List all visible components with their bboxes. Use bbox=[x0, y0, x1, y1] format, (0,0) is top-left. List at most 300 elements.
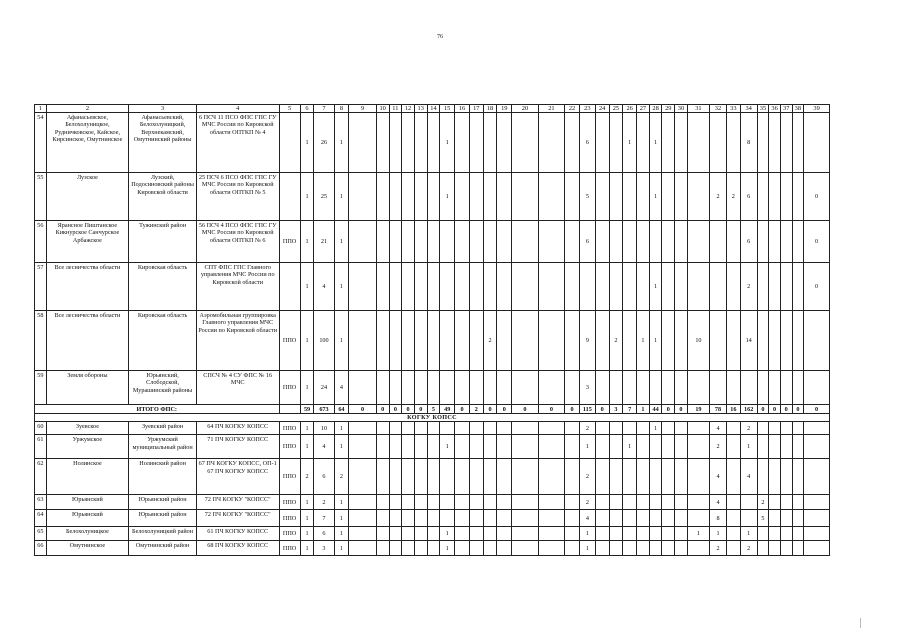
cell-col-27 bbox=[637, 173, 650, 221]
cell-col-15: 1 bbox=[440, 435, 455, 459]
cell-col-6: 1 bbox=[300, 495, 314, 510]
cell-col-4: 68 ПЧ КОГКУ КОПСС bbox=[196, 541, 279, 556]
cell-col-37 bbox=[780, 221, 792, 263]
cell-col-38 bbox=[792, 510, 804, 527]
cell-col-2: Земля обороны bbox=[46, 371, 129, 405]
cell-col-24 bbox=[595, 495, 609, 510]
cell-col-25 bbox=[609, 173, 623, 221]
cell-col-22 bbox=[565, 173, 580, 221]
cell-col-30 bbox=[675, 311, 688, 371]
cell-col-30 bbox=[675, 221, 688, 263]
total-col-28: 44 bbox=[649, 405, 662, 414]
cell-col-8: 1 bbox=[334, 510, 349, 527]
cell-col-18 bbox=[483, 435, 497, 459]
cell-col-18 bbox=[483, 510, 497, 527]
column-number-13: 13 bbox=[414, 105, 427, 113]
cell-col-5 bbox=[279, 113, 300, 173]
cell-col-33 bbox=[726, 422, 740, 435]
cell-col-26 bbox=[623, 422, 637, 435]
cell-col-35: 5 bbox=[757, 510, 769, 527]
cell-col-12 bbox=[402, 113, 415, 173]
cell-col-31 bbox=[687, 459, 709, 495]
cell-col-1: 66 bbox=[35, 541, 47, 556]
cell-col-25 bbox=[609, 422, 623, 435]
cell-col-24 bbox=[595, 371, 609, 405]
column-number-21: 21 bbox=[538, 105, 564, 113]
column-number-33: 33 bbox=[726, 105, 740, 113]
column-number-39: 39 bbox=[804, 105, 830, 113]
cell-col-13 bbox=[414, 371, 427, 405]
cell-col-8: 1 bbox=[334, 263, 349, 311]
cell-col-29 bbox=[662, 435, 675, 459]
cell-col-27 bbox=[637, 510, 650, 527]
cell-col-14 bbox=[427, 435, 440, 459]
cell-col-33 bbox=[726, 311, 740, 371]
cell-col-37 bbox=[780, 422, 792, 435]
cell-col-11 bbox=[389, 221, 402, 263]
cell-col-24 bbox=[595, 422, 609, 435]
cell-col-12 bbox=[402, 371, 415, 405]
cell-col-16 bbox=[455, 422, 470, 435]
cell-col-30 bbox=[675, 371, 688, 405]
cell-col-26 bbox=[623, 527, 637, 541]
cell-col-17 bbox=[469, 495, 483, 510]
cell-col-22 bbox=[565, 435, 580, 459]
cell-col-33 bbox=[726, 113, 740, 173]
cell-col-7: 100 bbox=[314, 311, 334, 371]
cell-col-14 bbox=[427, 422, 440, 435]
cell-col-31 bbox=[687, 221, 709, 263]
table-row bbox=[35, 541, 830, 556]
column-number-27: 27 bbox=[637, 105, 650, 113]
total-col-35: 0 bbox=[757, 405, 769, 414]
cell-col-15: 1 bbox=[440, 527, 455, 541]
cell-col-8: 1 bbox=[334, 173, 349, 221]
cell-col-5 bbox=[279, 263, 300, 311]
cell-col-24 bbox=[595, 527, 609, 541]
total-col-29: 0 bbox=[662, 405, 675, 414]
cell-col-21 bbox=[538, 459, 564, 495]
cell-col-20 bbox=[512, 527, 538, 541]
cell-col-17 bbox=[469, 527, 483, 541]
column-number-30: 30 bbox=[675, 105, 688, 113]
cell-col-34: 2 bbox=[740, 541, 757, 556]
cell-col-15: 1 bbox=[440, 113, 455, 173]
cell-col-5: ППО bbox=[279, 541, 300, 556]
cell-col-3: Тужинский район bbox=[129, 221, 197, 263]
total-col-7: 673 bbox=[314, 405, 334, 414]
cell-col-31 bbox=[687, 422, 709, 435]
cell-col-3: Уржумский муниципальный район bbox=[129, 435, 197, 459]
cell-col-28 bbox=[649, 527, 662, 541]
cell-col-14 bbox=[427, 510, 440, 527]
cell-col-36 bbox=[769, 527, 781, 541]
cell-col-9 bbox=[349, 495, 377, 510]
cell-col-28: 1 bbox=[649, 422, 662, 435]
cell-col-34: 1 bbox=[740, 435, 757, 459]
cell-col-19 bbox=[497, 221, 512, 263]
cell-col-21 bbox=[538, 422, 564, 435]
cell-col-21 bbox=[538, 527, 564, 541]
cell-col-4: 72 ПЧ КОГКУ "КОПСС" bbox=[196, 510, 279, 527]
cell-col-37 bbox=[780, 263, 792, 311]
cell-col-34 bbox=[740, 510, 757, 527]
resource-table bbox=[34, 104, 830, 556]
total-col-21: 0 bbox=[538, 405, 564, 414]
cell-col-38 bbox=[792, 173, 804, 221]
cell-col-11 bbox=[389, 113, 402, 173]
cell-col-39 bbox=[804, 113, 830, 173]
cell-col-16 bbox=[455, 311, 470, 371]
total-col-13: 0 bbox=[414, 405, 427, 414]
cell-col-5: ППО bbox=[279, 371, 300, 405]
cell-col-28 bbox=[649, 541, 662, 556]
cell-col-17 bbox=[469, 221, 483, 263]
cell-col-37 bbox=[780, 371, 792, 405]
cell-col-39 bbox=[804, 422, 830, 435]
cell-col-30 bbox=[675, 435, 688, 459]
cell-col-33 bbox=[726, 435, 740, 459]
cell-col-31 bbox=[687, 435, 709, 459]
cell-col-3: Зуевский район bbox=[129, 422, 197, 435]
cell-col-35 bbox=[757, 173, 769, 221]
cell-col-26 bbox=[623, 311, 637, 371]
cell-col-37 bbox=[780, 459, 792, 495]
cell-col-16 bbox=[455, 541, 470, 556]
cell-col-31 bbox=[687, 510, 709, 527]
cell-col-27 bbox=[637, 422, 650, 435]
cell-col-37 bbox=[780, 510, 792, 527]
cell-col-4: СПТ ФПС ГПС Главного управления МЧС России по Кировской области bbox=[196, 263, 279, 311]
cell-col-17 bbox=[469, 371, 483, 405]
cell-col-15 bbox=[440, 422, 455, 435]
table-row bbox=[35, 311, 830, 371]
cell-col-21 bbox=[538, 173, 564, 221]
cell-col-34: 4 bbox=[740, 459, 757, 495]
cell-col-26: 1 bbox=[623, 113, 637, 173]
cell-col-26 bbox=[623, 173, 637, 221]
cell-col-16 bbox=[455, 435, 470, 459]
cell-col-14 bbox=[427, 113, 440, 173]
total-col-33: 16 bbox=[726, 405, 740, 414]
cell-col-29 bbox=[662, 311, 675, 371]
column-number-9: 9 bbox=[349, 105, 377, 113]
cell-col-10 bbox=[376, 173, 389, 221]
cell-col-32: 8 bbox=[710, 510, 727, 527]
cell-col-15 bbox=[440, 221, 455, 263]
cell-col-1: 61 bbox=[35, 435, 47, 459]
cell-col-13 bbox=[414, 221, 427, 263]
cell-col-20 bbox=[512, 495, 538, 510]
cell-col-32: 1 bbox=[710, 527, 727, 541]
cell-col-13 bbox=[414, 495, 427, 510]
cell-col-26 bbox=[623, 263, 637, 311]
cell-col-23: 6 bbox=[579, 221, 595, 263]
cell-col-19 bbox=[497, 495, 512, 510]
column-number-25: 25 bbox=[609, 105, 623, 113]
cell-col-26 bbox=[623, 371, 637, 405]
cell-col-25 bbox=[609, 371, 623, 405]
cell-col-9 bbox=[349, 422, 377, 435]
cell-col-1: 56 bbox=[35, 221, 47, 263]
cell-col-5: ППО bbox=[279, 221, 300, 263]
cell-col-24 bbox=[595, 221, 609, 263]
cell-col-9 bbox=[349, 311, 377, 371]
cell-col-4: Аэромобильная группировка Главного управления МЧС России по Кировской области bbox=[196, 311, 279, 371]
cell-col-27 bbox=[637, 435, 650, 459]
cell-col-12 bbox=[402, 541, 415, 556]
table-row bbox=[35, 510, 830, 527]
cell-col-7: 4 bbox=[314, 263, 334, 311]
cell-col-19 bbox=[497, 527, 512, 541]
cell-col-28: 1 bbox=[649, 173, 662, 221]
cell-col-5 bbox=[279, 173, 300, 221]
cell-col-12 bbox=[402, 311, 415, 371]
cell-col-28: 1 bbox=[649, 113, 662, 173]
column-number-10: 10 bbox=[376, 105, 389, 113]
cell-col-26 bbox=[623, 510, 637, 527]
cell-col-7: 26 bbox=[314, 113, 334, 173]
cell-col-21 bbox=[538, 510, 564, 527]
cell-col-7: 6 bbox=[314, 527, 334, 541]
cell-col-16 bbox=[455, 510, 470, 527]
total-col-20: 0 bbox=[512, 405, 538, 414]
total-col-26: 7 bbox=[623, 405, 637, 414]
cell-col-13 bbox=[414, 459, 427, 495]
cell-col-33 bbox=[726, 459, 740, 495]
column-number-4: 4 bbox=[196, 105, 279, 113]
cell-col-33 bbox=[726, 221, 740, 263]
column-number-22: 22 bbox=[565, 105, 580, 113]
cell-col-18 bbox=[483, 459, 497, 495]
total-col-38: 0 bbox=[792, 405, 804, 414]
cell-col-2: Юрьянский bbox=[46, 495, 129, 510]
cell-col-9 bbox=[349, 510, 377, 527]
cell-col-16 bbox=[455, 263, 470, 311]
column-number-23: 23 bbox=[579, 105, 595, 113]
cell-col-10 bbox=[376, 221, 389, 263]
cell-col-18 bbox=[483, 495, 497, 510]
table-row bbox=[35, 173, 830, 221]
table-row bbox=[35, 435, 830, 459]
cell-col-36 bbox=[769, 459, 781, 495]
cell-col-5: ППО bbox=[279, 435, 300, 459]
cell-col-9 bbox=[349, 263, 377, 311]
cell-col-34: 6 bbox=[740, 173, 757, 221]
cell-col-23: 3 bbox=[579, 371, 595, 405]
cell-col-28 bbox=[649, 221, 662, 263]
cell-col-5: ППО bbox=[279, 459, 300, 495]
cell-col-27 bbox=[637, 371, 650, 405]
cell-col-35 bbox=[757, 541, 769, 556]
cell-col-6: 1 bbox=[300, 263, 314, 311]
table-row bbox=[35, 221, 830, 263]
total-col-22: 0 bbox=[565, 405, 580, 414]
cell-col-19 bbox=[497, 541, 512, 556]
cell-col-35 bbox=[757, 371, 769, 405]
header-row bbox=[35, 105, 830, 113]
cell-col-11 bbox=[389, 173, 402, 221]
cell-col-7: 10 bbox=[314, 422, 334, 435]
cell-col-15 bbox=[440, 459, 455, 495]
cell-col-10 bbox=[376, 510, 389, 527]
cell-col-5: ППО bbox=[279, 311, 300, 371]
cell-col-1: 65 bbox=[35, 527, 47, 541]
cell-col-20 bbox=[512, 435, 538, 459]
cell-col-36 bbox=[769, 435, 781, 459]
cell-col-20 bbox=[512, 541, 538, 556]
cell-col-3: Нолинский район bbox=[129, 459, 197, 495]
cell-col-11 bbox=[389, 541, 402, 556]
cell-col-19 bbox=[497, 263, 512, 311]
cell-col-31 bbox=[687, 113, 709, 173]
cell-col-29 bbox=[662, 113, 675, 173]
column-number-37: 37 bbox=[780, 105, 792, 113]
column-number-5: 5 bbox=[279, 105, 300, 113]
column-number-1: 1 bbox=[35, 105, 47, 113]
cell-col-14 bbox=[427, 263, 440, 311]
total-col-18: 0 bbox=[483, 405, 497, 414]
column-number-17: 17 bbox=[469, 105, 483, 113]
cell-col-22 bbox=[565, 221, 580, 263]
total-col-12: 0 bbox=[402, 405, 415, 414]
cell-col-21 bbox=[538, 221, 564, 263]
cell-col-3: Юрьянский район bbox=[129, 510, 197, 527]
column-number-34: 34 bbox=[740, 105, 757, 113]
cell-col-22 bbox=[565, 541, 580, 556]
cell-col-13 bbox=[414, 422, 427, 435]
cell-col-31 bbox=[687, 371, 709, 405]
cell-col-10 bbox=[376, 311, 389, 371]
page-number: 76 bbox=[437, 34, 443, 40]
total-col-23: 115 bbox=[579, 405, 595, 414]
cell-col-25 bbox=[609, 495, 623, 510]
cell-col-2: Уржумское bbox=[46, 435, 129, 459]
cell-col-16 bbox=[455, 495, 470, 510]
cell-col-31 bbox=[687, 495, 709, 510]
cell-col-23: 1 bbox=[579, 541, 595, 556]
cell-col-8: 1 bbox=[334, 311, 349, 371]
cell-col-23: 1 bbox=[579, 527, 595, 541]
cell-col-33 bbox=[726, 541, 740, 556]
cell-col-33 bbox=[726, 527, 740, 541]
cell-col-9 bbox=[349, 221, 377, 263]
cell-col-39 bbox=[804, 495, 830, 510]
cell-col-18 bbox=[483, 113, 497, 173]
cell-col-37 bbox=[780, 113, 792, 173]
cell-col-2: Юрьянский bbox=[46, 510, 129, 527]
cell-col-15 bbox=[440, 510, 455, 527]
forestry-resource-table-sheet bbox=[34, 104, 830, 556]
cell-col-29 bbox=[662, 422, 675, 435]
cell-col-17 bbox=[469, 541, 483, 556]
cell-col-25 bbox=[609, 459, 623, 495]
cell-col-36 bbox=[769, 495, 781, 510]
cell-col-35 bbox=[757, 113, 769, 173]
cell-col-24 bbox=[595, 435, 609, 459]
cell-col-18 bbox=[483, 541, 497, 556]
cell-col-19 bbox=[497, 311, 512, 371]
cell-col-21 bbox=[538, 435, 564, 459]
total-col-10: 0 bbox=[376, 405, 389, 414]
cell-col-9 bbox=[349, 527, 377, 541]
table-body bbox=[35, 105, 830, 556]
cell-col-33 bbox=[726, 495, 740, 510]
cell-col-7: 6 bbox=[314, 459, 334, 495]
cell-col-32 bbox=[710, 113, 727, 173]
table-row bbox=[35, 459, 830, 495]
cell-col-21 bbox=[538, 311, 564, 371]
cell-col-39 bbox=[804, 371, 830, 405]
cell-col-30 bbox=[675, 263, 688, 311]
cell-col-22 bbox=[565, 510, 580, 527]
cell-col-33: 2 bbox=[726, 173, 740, 221]
cell-col-5: ППО bbox=[279, 495, 300, 510]
cell-col-4: 25 ПСЧ 6 ПСО ФПС ГПС ГУ МЧС России по Кировской области ОПТКП № 5 bbox=[196, 173, 279, 221]
cell-col-15 bbox=[440, 495, 455, 510]
cell-col-39 bbox=[804, 435, 830, 459]
cell-col-39: 0 bbox=[804, 173, 830, 221]
cell-col-29 bbox=[662, 221, 675, 263]
cell-col-29 bbox=[662, 173, 675, 221]
cell-col-23: 2 bbox=[579, 495, 595, 510]
cell-col-1: 64 bbox=[35, 510, 47, 527]
total-col-30: 0 bbox=[675, 405, 688, 414]
cell-col-5: ППО bbox=[279, 510, 300, 527]
cell-col-36 bbox=[769, 371, 781, 405]
cell-col-17 bbox=[469, 435, 483, 459]
cell-col-14 bbox=[427, 459, 440, 495]
total-col-16: 0 bbox=[455, 405, 470, 414]
cell-col-6: 1 bbox=[300, 371, 314, 405]
cell-col-11 bbox=[389, 311, 402, 371]
cell-col-8: 1 bbox=[334, 527, 349, 541]
cell-col-38 bbox=[792, 422, 804, 435]
cell-col-15 bbox=[440, 311, 455, 371]
cell-col-2: Лузское bbox=[46, 173, 129, 221]
column-number-19: 19 bbox=[497, 105, 512, 113]
cell-col-6: 1 bbox=[300, 422, 314, 435]
column-number-36: 36 bbox=[769, 105, 781, 113]
cell-col-32 bbox=[710, 311, 727, 371]
cell-col-33 bbox=[726, 510, 740, 527]
cell-col-3: Омутнинский район bbox=[129, 541, 197, 556]
cell-col-18 bbox=[483, 221, 497, 263]
cell-col-38 bbox=[792, 459, 804, 495]
cell-col-37 bbox=[780, 311, 792, 371]
cell-col-31 bbox=[687, 263, 709, 311]
cell-col-13 bbox=[414, 510, 427, 527]
cell-col-36 bbox=[769, 510, 781, 527]
cell-col-10 bbox=[376, 263, 389, 311]
cell-col-10 bbox=[376, 113, 389, 173]
total-col-14: 5 bbox=[427, 405, 440, 414]
cell-col-2: Белохолуницкое bbox=[46, 527, 129, 541]
cell-col-19 bbox=[497, 371, 512, 405]
cell-col-22 bbox=[565, 371, 580, 405]
cell-col-26 bbox=[623, 541, 637, 556]
cell-col-24 bbox=[595, 113, 609, 173]
cell-col-4: 71 ПЧ КОГКУ КОПСС bbox=[196, 435, 279, 459]
cell-col-1: 60 bbox=[35, 422, 47, 435]
cell-col-32: 2 bbox=[710, 435, 727, 459]
section-title: КОГКУ КОПСС bbox=[35, 414, 830, 422]
cell-col-11 bbox=[389, 459, 402, 495]
cell-col-36 bbox=[769, 311, 781, 371]
cell-col-20 bbox=[512, 459, 538, 495]
cell-col-18 bbox=[483, 371, 497, 405]
cell-col-11 bbox=[389, 263, 402, 311]
